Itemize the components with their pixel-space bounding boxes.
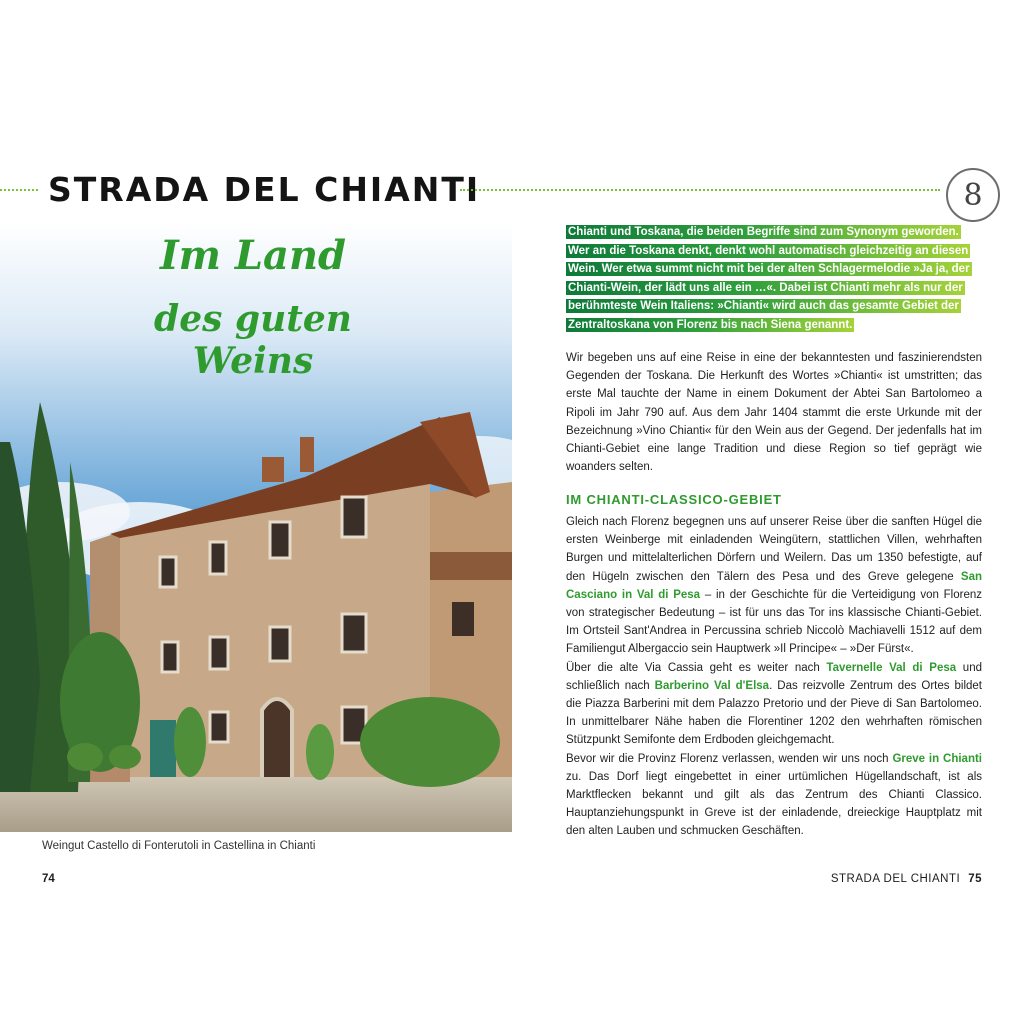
running-footer-right [831,873,982,885]
text-run: und schließlich nach [566,661,982,692]
text-run: – in der Geschichte für die Verteidigung von Florenz von strategischer Bedeutung – ist für uns das Tor ins klassische Chianti-Gebiet. Im Ortsteil Sant'Andrea in Percussina schrieb Niccolò Machiavelli 1512 auf dem Familiengut Albergaccio sein Hauptwerk »Il Principe« – »Der Fürst«. [566,588,982,656]
text-run: Über die alte Via Cassia geht es weiter nach [566,661,827,674]
title-rule-right [460,189,940,191]
paragraph-3 [566,659,982,750]
script-headline-line-1: Im Land [159,232,347,279]
place-name-san-casciano: San Casciano in Val di Pesa [566,570,982,601]
photo-caption: Weingut Castello di Fonterutoli in Castellina in Chianti [42,840,316,852]
paragraph-2 [566,513,982,659]
text-run: Bevor wir die Provinz Florenz verlassen, wenden wir uns noch [566,752,893,765]
page-number-left: 74 [42,873,55,885]
chapter-number-badge: 8 [946,168,1000,222]
section-body [566,513,982,841]
text-run: zu. Das Dorf liegt eingebettet in einer urtümlichen Hügellandschaft, ist als Marktflecken bekannt und gilt als das Zentrum des Chianti Classico. Hauptanziehungspunkt in Greve ist der einladende, dreieckige Hauptplatz mit den alten Lauben und schmucken Geschäften. [566,770,982,838]
intro-paragraph: Wir begeben uns auf eine Reise in eine der bekanntesten und faszinierendsten Gegenden der Toskana. Die Herkunft des Wortes »Chianti« ist umstritten; das erste Mal tauchte der Name in einem Dokument der Abtei San Bartolomeo a Ripoli im Jahr 790 auf. Aus dem Jahr 1404 stammt die erste Urkunde mit der Bezeichnung »Vino Chianti« für den Wein aus der Gegend. Der jedenfalls hat im Chianti-Gebiet eine lange Tradition und diese Region so tief geprägt wie woanders selten. [566,352,982,474]
running-head: STRADA DEL CHIANTI [830,873,961,885]
script-headline-line-2: des guten Weins [154,298,352,382]
place-name-barberino: Barberino Val d'Elsa [654,679,770,692]
paragraph-4 [566,750,982,841]
title-rule-left [0,189,38,191]
place-name-greve: Greve in Chianti [892,752,982,765]
chapter-title: STRADA DEL CHIANTI [48,170,481,209]
lead-paragraph [566,223,982,335]
section-heading: IM CHIANTI-CLASSICO-GEBIET [566,492,782,507]
page-number-right: 75 [968,873,982,885]
text-run: . Das reizvolle Zentrum des Ortes bildet die Piazza Barberini mit dem Palazzo Pretorio und der Pieve di San Bartolomeo. In unmittelbarer Nähe haben die Florentiner 1202 den wehrhaften römischen Stützpunkt Semifonte dem Erdboden gleichgemacht. [566,679,983,747]
place-name-tavernelle: Tavernelle Val di Pesa [826,661,957,674]
lead-highlight-text: Chianti und Toskana, die beiden Begriffe sind zum Synonym geworden. Wer an die Toskana denkt, denkt wohl automatisch gleichzeitig an diesen Wein. Wer etwa summt nicht mit bei der alten Schlagermelodie »Ja ja, der Chianti-Wein, der lädt uns alle ein …«. Dabei ist Chianti mehr als nur der berühmteste Wein Italiens: »Chianti« wird auch das gesamte Gebiet der Zentraltoskana von Florenz bis nach Siena genannt. [568,226,970,331]
text-run: Gleich nach Florenz begegnen uns auf unserer Reise über die sanften Hügel die ersten Weinberge mit einladenden Weingütern, stattlichen Villen, wehrhaften Burgen und mittelalterlichen Dörfern und Weilern. Das um 1350 befestigte, auf den Hügeln zwischen den Tälern des Pesa und des Greve gelegene [566,516,982,583]
